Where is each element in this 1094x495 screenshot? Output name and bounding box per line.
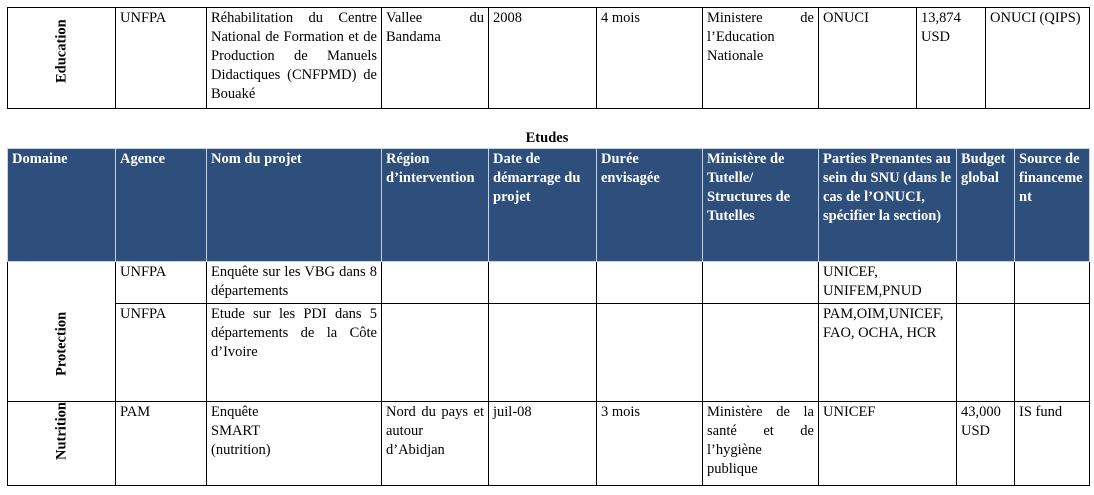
domain-cell-nutrition: [8, 402, 116, 486]
header-source: Source de financement: [1015, 149, 1090, 262]
cell-region: Vallee du Bandama: [382, 8, 489, 109]
cell-source: ONUCI (QIPS): [986, 8, 1090, 109]
cell-parties: UNICEF, UNIFEM,PNUD: [819, 262, 957, 304]
cell-region: [382, 304, 489, 402]
header-budget: Budget global: [957, 149, 1015, 262]
header-region: Région d’intervention: [382, 149, 489, 262]
header-date: Date de démarrage du projet: [489, 149, 597, 262]
etudes-table: [7, 148, 1090, 486]
header-agence: Agence: [116, 149, 207, 262]
cell-source: [1015, 304, 1090, 402]
cell-agence: UNFPA: [116, 8, 207, 109]
domain-label-education: Education: [53, 19, 69, 83]
cell-date: [489, 262, 597, 304]
domain-cell-education: [8, 8, 116, 109]
cell-duree: [597, 262, 703, 304]
cell-agence: PAM: [116, 402, 207, 486]
cell-budget: [957, 262, 1015, 304]
header-row: [8, 149, 1090, 262]
education-table: [7, 7, 1090, 109]
cell-source: [1015, 262, 1090, 304]
cell-budget: 13,874 USD: [917, 8, 986, 109]
cell-duree: [597, 304, 703, 402]
header-ministere: Ministère de Tutelle/ Structures de Tutelles: [703, 149, 819, 262]
cell-date: [489, 304, 597, 402]
domain-cell-protection: [8, 262, 116, 402]
cell-budget: [957, 304, 1015, 402]
cell-parties: PAM,OIM,UNICEF, FAO, OCHA, HCR: [819, 304, 957, 402]
header-duree: Durée envisagée: [597, 149, 703, 262]
header-parties: Parties Prenantes au sein du SNU (dans le cas de l’ONUCI, spécifier la section): [819, 149, 957, 262]
education-row: [8, 8, 1090, 109]
cell-ministere: Ministere de l’Education Nationale: [703, 8, 819, 109]
cell-parties: UNICEF: [819, 402, 957, 486]
table-row: [8, 262, 1090, 304]
table-row: [8, 402, 1090, 486]
header-nom-projet: Nom du projet: [207, 149, 382, 262]
table-row: [8, 304, 1090, 402]
header-domaine: Domaine: [8, 149, 116, 262]
cell-ministere: Ministère de la santé et de l’hygiène publique: [703, 402, 819, 486]
cell-duree: 3 mois: [597, 402, 703, 486]
domain-label-protection: Protection: [53, 311, 69, 376]
cell-agence: UNFPA: [116, 304, 207, 402]
cell-date: 2008: [489, 8, 597, 109]
cell-ministere: [703, 262, 819, 304]
cell-nom-projet: Enquête sur les VBG dans 8 départements: [207, 262, 382, 304]
cell-parties: ONUCI: [819, 8, 917, 109]
domain-label-nutrition: Nutrition: [53, 402, 69, 460]
cell-nom-projet: Réhabilitation du Centre National de Formation et de Production de Manuels Didactiques (CNFPMD) de Bouaké: [207, 8, 382, 109]
cell-duree: 4 mois: [597, 8, 703, 109]
cell-date: juil-08: [489, 402, 597, 486]
cell-budget: 43,000 USD: [957, 402, 1015, 486]
cell-region: [382, 262, 489, 304]
cell-nom-projet: Enquête SMART (nutrition): [207, 402, 382, 486]
cell-region: Nord du pays et autour d’Abidjan: [382, 402, 489, 486]
cell-nom-projet: Etude sur les PDI dans 5 départements de la Côte d’Ivoire: [207, 304, 382, 402]
cell-source: IS fund: [1015, 402, 1090, 486]
cell-agence: UNFPA: [116, 262, 207, 304]
cell-ministere: [703, 304, 819, 402]
etudes-title: Etudes: [525, 130, 569, 146]
